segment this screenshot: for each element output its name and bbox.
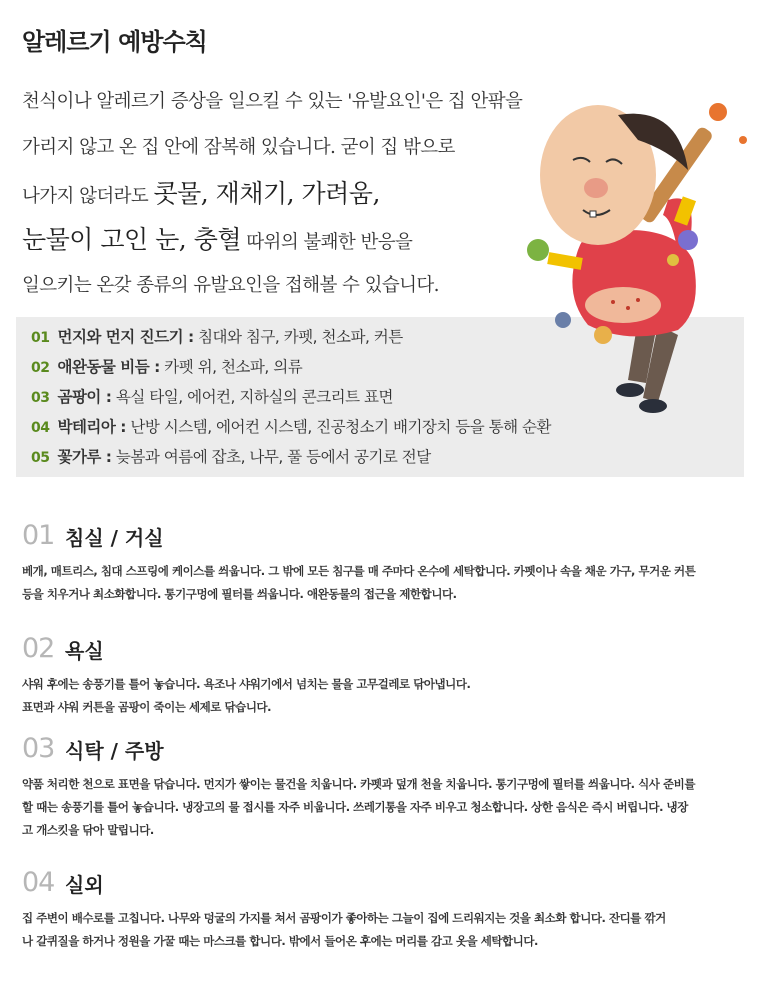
- intro-line: 천식이나 알레르기 증상을 일으킬 수 있는 '유발요인'은 집 안팎을: [22, 91, 523, 112]
- symptom-emphasis: 콧물, 재채기, 가려움,: [153, 179, 380, 208]
- sneezing-man-illustration: [518, 80, 758, 425]
- section-line: 샤워 후에는 송풍기를 틀어 놓습니다. 욕조나 샤워기에서 넘치는 물을 고무걸레로 닦아냅니다.: [22, 677, 471, 691]
- section-line: 표면과 샤워 커튼을 곰팡이 죽이는 세제로 닦습니다.: [22, 700, 272, 714]
- summary-desc: 카펫 위, 천소파, 의류: [159, 358, 303, 376]
- section-number: 04: [22, 867, 55, 898]
- section-body: [22, 673, 752, 719]
- section-header: [22, 733, 752, 773]
- section-header: [22, 633, 752, 673]
- summary-number: 01: [31, 330, 50, 346]
- section-body: [22, 907, 752, 953]
- section-number: 02: [22, 633, 55, 664]
- section-line: 등을 치우거나 최소화합니다. 통기구멍에 필터를 씌웁니다. 애완동물의 접근을 제한합니다.: [22, 587, 457, 601]
- section-title: 식탁 / 주방: [65, 739, 164, 763]
- section-bathroom: [22, 633, 752, 719]
- section-title: 욕실: [65, 639, 104, 663]
- section-line: 집 주변이 배수로를 고칩니다. 나무와 덩굴의 가지를 쳐서 곰팡이가 좋아하는 그늘이 집에 드리워지는 것을 최소화 합니다. 잔디를 깎거: [22, 911, 666, 925]
- section-line: 나 갈퀴질을 하거나 정원을 가꿀 때는 마스크를 합니다. 밖에서 들어온 후에는 머리를 감고 옷을 세탁합니다.: [22, 934, 538, 948]
- section-line: 고 개스킷을 닦아 말립니다.: [22, 823, 154, 837]
- section-number: 01: [22, 520, 55, 551]
- summary-number: 02: [31, 360, 50, 376]
- summary-item: [31, 445, 431, 467]
- summary-desc: 난방 시스템, 에어컨 시스템, 진공청소기 배기장치 등을 통해 순환: [125, 418, 551, 436]
- summary-key: 애완동물 비듬 :: [57, 358, 160, 376]
- intro-line: [22, 220, 582, 266]
- section-header: [22, 520, 752, 560]
- intro-line: 가리지 않고 온 집 안에 잠복해 있습니다. 굳이 집 밖으로: [22, 137, 455, 158]
- intro-paragraph: [22, 82, 582, 312]
- section-header: [22, 867, 752, 907]
- section-line: 할 때는 송풍기를 틀어 놓습니다. 냉장고의 물 접시를 자주 비웁니다. 쓰레기통을 자주 비우고 청소합니다. 상한 음식은 즉시 버립니다. 냉장: [22, 800, 688, 814]
- section-body: [22, 773, 752, 842]
- section-bedroom: [22, 520, 752, 606]
- summary-item: [31, 355, 302, 377]
- symptom-emphasis: 눈물이 고인 눈, 충혈: [22, 225, 241, 254]
- section-outdoor: [22, 867, 752, 953]
- summary-item: [31, 325, 403, 347]
- summary-item: [31, 385, 393, 407]
- section-kitchen: [22, 733, 752, 842]
- summary-number: 03: [31, 390, 50, 406]
- intro-text: 따위의 불쾌한 반응을: [241, 232, 413, 253]
- section-title: 실외: [65, 873, 104, 897]
- section-line: 약품 처리한 천으로 표면을 닦습니다. 먼지가 쌓이는 물건을 치웁니다. 카펫과 덮개 천을 치웁니다. 통기구멍에 필터를 씌웁니다. 식사 준비를: [22, 777, 695, 791]
- intro-text: 나가지 않더라도: [22, 186, 154, 207]
- intro-line: 일으키는 온갖 종류의 유발요인을 접해볼 수 있습니다.: [22, 275, 439, 296]
- summary-key: 꽃가루 :: [57, 448, 112, 466]
- summary-number: 04: [31, 420, 50, 436]
- summary-desc: 침대와 침구, 카펫, 천소파, 커튼: [193, 328, 403, 346]
- section-number: 03: [22, 733, 55, 764]
- summary-key: 박테리아 :: [57, 418, 126, 436]
- summary-key: 곰팡이 :: [57, 388, 112, 406]
- summary-item: [31, 415, 551, 437]
- summary-desc: 욕실 타일, 에어컨, 지하실의 콘크리트 표면: [111, 388, 393, 406]
- section-title: 침실 / 거실: [65, 526, 164, 550]
- summary-desc: 늦봄과 여름에 잡초, 나무, 풀 등에서 공기로 전달: [111, 448, 431, 466]
- summary-key: 먼지와 먼지 진드기 :: [57, 328, 194, 346]
- section-line: 베개, 매트리스, 침대 스프링에 케이스를 씌웁니다. 그 밖에 모든 침구를 매 주마다 온수에 세탁합니다. 카펫이나 속을 채운 가구, 무거운 커튼: [22, 564, 696, 578]
- section-body: [22, 560, 752, 606]
- summary-number: 05: [31, 450, 50, 466]
- page-title: 알레르기 예방수칙: [22, 28, 207, 56]
- intro-line: [22, 174, 582, 220]
